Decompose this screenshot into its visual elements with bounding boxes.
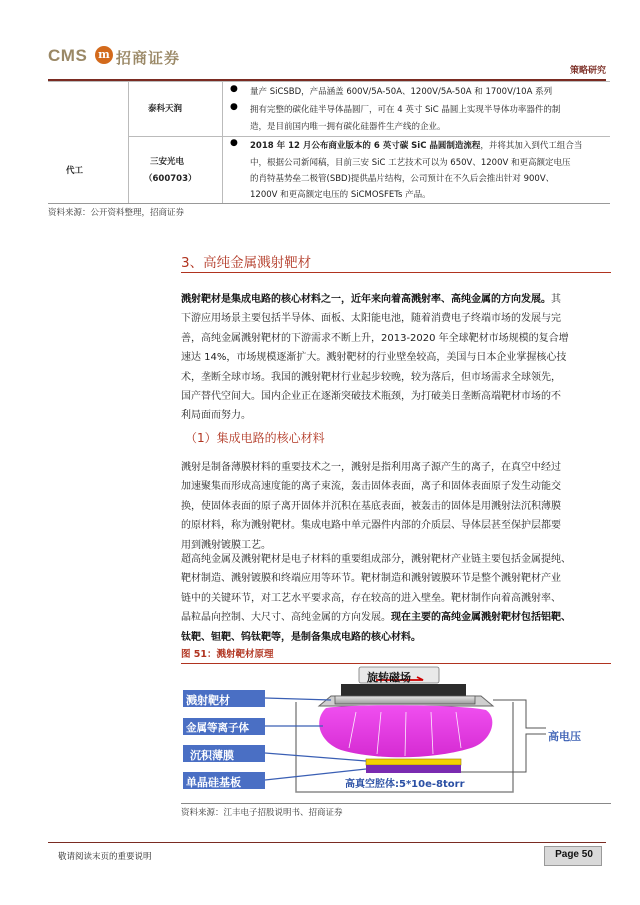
table-cell-text: 中，根据公司新闻稿，目前三安 SiC 工艺技术可以为 650V、1200V 和更高额定电压 bbox=[250, 158, 571, 168]
film-label: 沉积薄膜 bbox=[190, 749, 234, 762]
target-label: 溅射靶材 bbox=[186, 694, 230, 707]
table-cell-text: 的肖特基势垒二极管(SBD)提供晶片结构，公司预计在不久后会推出针对 900V、 bbox=[250, 174, 555, 184]
paragraph-line: 的原材料，称为溅射靶材。集成电路中单元器件内部的介质层、导体层甚至保护层都要 bbox=[181, 520, 561, 532]
footer-divider bbox=[48, 842, 606, 843]
table-source: 资料来源：公开资料整理，招商证券 bbox=[48, 208, 185, 218]
table-cell-stock-code: （600703） bbox=[144, 174, 197, 184]
bullet-icon: ● bbox=[230, 138, 238, 148]
page-number bbox=[546, 849, 602, 860]
paragraph-line: 术，垄断全球市场。我国的溅射靶材行业起步较晚，较为落后，但市场需求全球领先， bbox=[181, 371, 561, 383]
table-cell-text-rest: ，并将其加入到代工组合当 bbox=[480, 141, 583, 151]
logo-text: CMS bbox=[48, 46, 88, 65]
page-label: Page bbox=[555, 849, 579, 860]
voltage-wire bbox=[493, 700, 546, 728]
table-cell-company: 泰科天润 bbox=[148, 104, 183, 114]
paragraph-line: 换，使固体表面的原子离开固体并沉积在基底表面，被轰击的固体是用溅射法沉积薄膜 bbox=[181, 500, 561, 512]
figure-divider bbox=[181, 803, 611, 804]
paragraph-line: 溅射是制备薄膜材料的重要技术之一，溅射是指利用离子源产生的离子，在真空中经过 bbox=[181, 462, 561, 473]
paragraph-line: 用到溅射镀膜工艺。 bbox=[181, 539, 271, 551]
paragraph-line: 下游应用场景主要包括半导体、面板、太阳能电池，随着消费电子终端市场的发展与完 bbox=[181, 313, 561, 325]
sputter-target bbox=[335, 696, 475, 704]
rotating-field-label: 旋转磁场 bbox=[367, 671, 411, 684]
page-value: 50 bbox=[581, 849, 593, 860]
paragraph-highlight: 钛靶、钽靶、钨钛靶等，是制备集成电路的核心材料。 bbox=[181, 631, 421, 643]
table-cell-text: 造，是目前国内唯一拥有碳化硅器件生产线的企业。 bbox=[250, 122, 446, 132]
footer-disclaimer: 敬请阅读末页的重要说明 bbox=[58, 852, 152, 862]
table-cell-text: 量产 SiCSBD，产品涵盖 600V/5A-50A、1200V/5A-50A 和 1700V/10A 系列 bbox=[250, 87, 553, 97]
table-divider bbox=[128, 81, 129, 203]
paragraph-line: 靶材制造、溅射镀膜和终端应用等环节。靶材制造和溅射镀膜环节是整个溅射靶材产业 bbox=[181, 573, 561, 585]
paragraph-line: 国产替代空间大。国内企业正在逐渐突破技术瓶颈，为打破美日垄断高端靶材市场的不 bbox=[181, 391, 561, 403]
paragraph-line: 加速聚集而形成高速度能的离子束流，轰击固体表面，离子和固体表面原子发生动能交 bbox=[181, 481, 561, 493]
label-pointer bbox=[265, 753, 366, 761]
bullet-icon: ● bbox=[230, 84, 238, 94]
figure-source: 资料来源：江丰电子招股说明书、招商证券 bbox=[181, 808, 343, 818]
table-divider bbox=[48, 81, 610, 82]
table-cell-text: 拥有完整的碳化硅半导体晶圆厂，可在 4 英寸 SiC 晶圆上实现半导体功率器件的制 bbox=[250, 105, 561, 115]
vacuum-chamber-label: 高真空腔体:5*10e-8torr bbox=[345, 779, 465, 790]
paragraph-highlight: 现在主要的高纯金属溅射靶材包括铝靶、 bbox=[391, 612, 571, 624]
figure-title: 图 51：溅射靶材原理 bbox=[181, 649, 274, 660]
section-title: 3、高纯金属溅射靶材 bbox=[181, 255, 312, 271]
paragraph-1 bbox=[181, 290, 611, 426]
label-pointer bbox=[265, 698, 331, 700]
paragraph-2 bbox=[181, 458, 611, 555]
paragraph-3 bbox=[181, 550, 611, 647]
paragraph-lead: 溅射靶材是集成电路的核心材料之一，近年来向着高溅射率、高纯金属的方向发展。 bbox=[181, 294, 551, 305]
high-voltage-label: 高电压 bbox=[548, 730, 581, 743]
deposited-film bbox=[366, 759, 461, 765]
paragraph-line: 晶粒晶向控制、大尺寸、高纯金属的方向发展。 bbox=[181, 612, 391, 624]
report-type-label: 策略研究 bbox=[569, 66, 606, 76]
silicon-substrate bbox=[366, 765, 461, 773]
ions-label: 金属等离子体 bbox=[186, 722, 249, 734]
table-divider bbox=[222, 81, 223, 203]
paragraph-line: 利局面而努力。 bbox=[181, 410, 251, 422]
subsection-title: （1）集成电路的核心材料 bbox=[185, 431, 325, 445]
table-cell-text bbox=[250, 138, 582, 155]
table-divider bbox=[128, 136, 610, 137]
logo-company-name: 招商证券 bbox=[116, 49, 181, 67]
section-divider bbox=[181, 272, 611, 273]
paragraph-line: 善，高纯金属溅射靶材的下游需求不断上升，2013-2020 年全球靶材市场规模的复合增 bbox=[181, 332, 569, 344]
table-cell-category: 代工 bbox=[66, 166, 84, 176]
substrate-label: 单晶硅基板 bbox=[186, 776, 241, 789]
logo-emblem-icon: m bbox=[95, 46, 113, 64]
table-cell-highlight: 2018 年 12 月公布商业版本的 6 英寸碳 SiC 晶圆制造流程 bbox=[250, 141, 481, 151]
paragraph-line: 速达 14%，市场规模逐渐扩大。溅射靶材的行业壁垒较高，美国与日本企业掌握核心技 bbox=[181, 352, 567, 364]
paragraph-line: 其 bbox=[551, 294, 561, 305]
table-cell-company: 三安光电 bbox=[150, 157, 185, 167]
bullet-icon: ● bbox=[230, 102, 238, 112]
paragraph-line: 链中的关键环节，对工艺水平要求高，存在较高的进入壁垒。靶材制作向着高溅射率、 bbox=[181, 592, 561, 604]
table-cell-text: 1200V 和更高额定电压的 SiCMOSFETs 产品。 bbox=[250, 190, 431, 200]
paragraph-line: 超高纯金属及溅射靶材是电子材料的重要组成部分，溅射靶材产业链主要包括金属提纯、 bbox=[181, 554, 571, 565]
